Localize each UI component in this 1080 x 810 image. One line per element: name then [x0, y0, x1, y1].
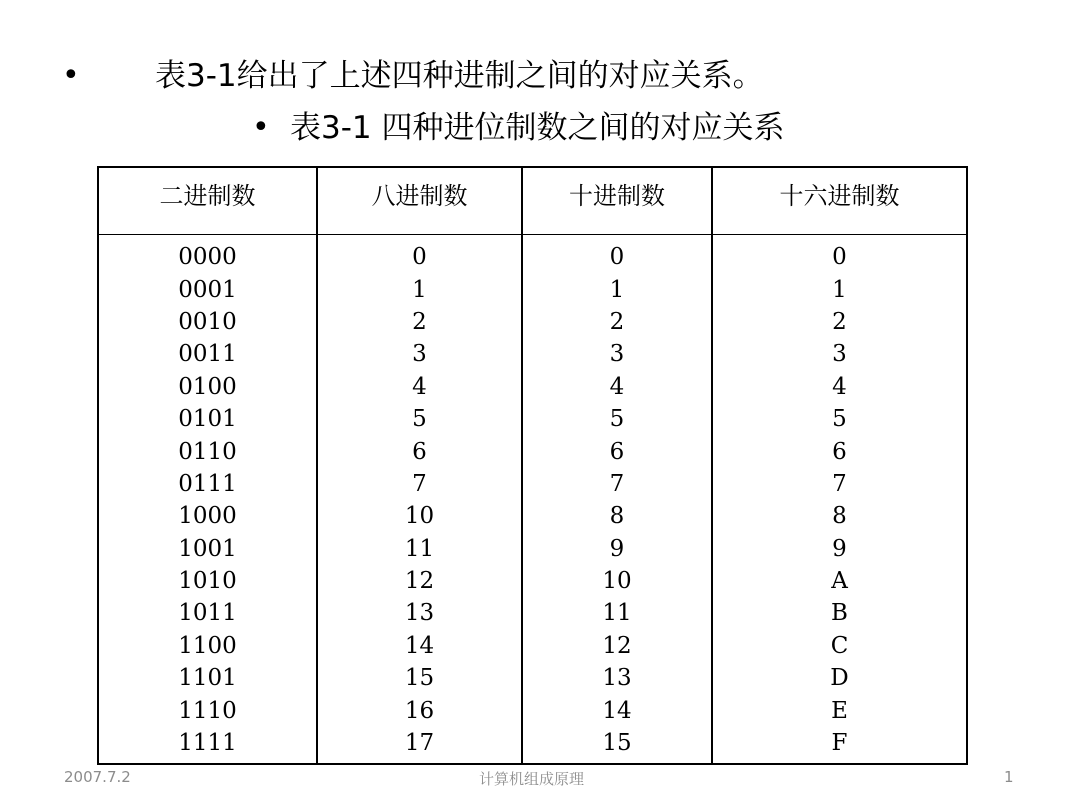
cell-hex: C	[712, 630, 967, 662]
cell-octal: 1	[317, 273, 522, 305]
cell-hex: 6	[712, 435, 967, 467]
cell-binary: 0010	[98, 306, 317, 338]
cell-binary: 0100	[98, 371, 317, 403]
intro-text: 表3-1给出了上述四种进制之间的对应关系。	[155, 58, 764, 94]
cell-hex: 1	[712, 273, 967, 305]
footer-date: 2007.7.2	[64, 768, 131, 786]
cell-binary: 0111	[98, 468, 317, 500]
cell-hex: 0	[712, 235, 967, 274]
cell-binary: 0000	[98, 235, 317, 274]
cell-decimal: 7	[522, 468, 712, 500]
table-row	[98, 435, 967, 467]
cell-octal: 11	[317, 533, 522, 565]
cell-octal: 7	[317, 468, 522, 500]
cell-binary: 0011	[98, 338, 317, 370]
cell-decimal: 2	[522, 306, 712, 338]
table-row	[98, 662, 967, 694]
cell-binary: 1100	[98, 630, 317, 662]
bullet-dot-2: •	[252, 110, 270, 145]
cell-binary: 0001	[98, 273, 317, 305]
cell-hex: 9	[712, 533, 967, 565]
cell-octal: 5	[317, 403, 522, 435]
table-row	[98, 235, 967, 274]
header-octal: 八进制数	[317, 167, 522, 235]
cell-octal: 4	[317, 371, 522, 403]
cell-hex: E	[712, 694, 967, 726]
cell-octal: 2	[317, 306, 522, 338]
cell-decimal: 10	[522, 565, 712, 597]
cell-decimal: 5	[522, 403, 712, 435]
cell-octal: 14	[317, 630, 522, 662]
table-row	[98, 306, 967, 338]
cell-octal: 6	[317, 435, 522, 467]
table-body	[98, 235, 967, 765]
cell-hex: B	[712, 597, 967, 629]
cell-hex: 2	[712, 306, 967, 338]
cell-octal: 13	[317, 597, 522, 629]
table-row	[98, 630, 967, 662]
footer-title: 计算机组成原理	[479, 770, 585, 788]
cell-octal: 3	[317, 338, 522, 370]
cell-binary: 0101	[98, 403, 317, 435]
cell-octal: 16	[317, 694, 522, 726]
table-row	[98, 273, 967, 305]
cell-hex: D	[712, 662, 967, 694]
cell-decimal: 4	[522, 371, 712, 403]
cell-hex: 4	[712, 371, 967, 403]
cell-decimal: 0	[522, 235, 712, 274]
table-row	[98, 338, 967, 370]
cell-hex: 8	[712, 500, 967, 532]
table-row	[98, 694, 967, 726]
header-binary: 二进制数	[98, 167, 317, 235]
cell-hex: A	[712, 565, 967, 597]
cell-binary: 1001	[98, 533, 317, 565]
cell-hex: 3	[712, 338, 967, 370]
table-row	[98, 727, 967, 764]
table-row	[98, 468, 967, 500]
number-system-table	[97, 166, 968, 765]
footer-page-number: 1	[1004, 768, 1014, 786]
cell-hex: 5	[712, 403, 967, 435]
cell-octal: 17	[317, 727, 522, 764]
cell-hex: 7	[712, 468, 967, 500]
cell-decimal: 13	[522, 662, 712, 694]
cell-octal: 12	[317, 565, 522, 597]
cell-hex: F	[712, 727, 967, 764]
header-hex: 十六进制数	[712, 167, 967, 235]
cell-binary: 0110	[98, 435, 317, 467]
table-row	[98, 371, 967, 403]
cell-binary: 1011	[98, 597, 317, 629]
cell-decimal: 11	[522, 597, 712, 629]
cell-octal: 10	[317, 500, 522, 532]
table-caption: 表3-1 四种进位制数之间的对应关系	[290, 110, 785, 146]
table-row	[98, 597, 967, 629]
table-row	[98, 500, 967, 532]
cell-decimal: 9	[522, 533, 712, 565]
cell-binary: 1110	[98, 694, 317, 726]
cell-octal: 0	[317, 235, 522, 274]
cell-binary: 1101	[98, 662, 317, 694]
table-row	[98, 533, 967, 565]
header-decimal: 十进制数	[522, 167, 712, 235]
cell-binary: 1010	[98, 565, 317, 597]
cell-binary: 1000	[98, 500, 317, 532]
table-row	[98, 565, 967, 597]
table-row	[98, 403, 967, 435]
cell-decimal: 14	[522, 694, 712, 726]
table-header-row	[98, 167, 967, 235]
cell-decimal: 15	[522, 727, 712, 764]
cell-decimal: 6	[522, 435, 712, 467]
cell-octal: 15	[317, 662, 522, 694]
bullet-dot-1: •	[62, 58, 80, 93]
cell-decimal: 1	[522, 273, 712, 305]
cell-decimal: 3	[522, 338, 712, 370]
cell-binary: 1111	[98, 727, 317, 764]
cell-decimal: 12	[522, 630, 712, 662]
cell-decimal: 8	[522, 500, 712, 532]
